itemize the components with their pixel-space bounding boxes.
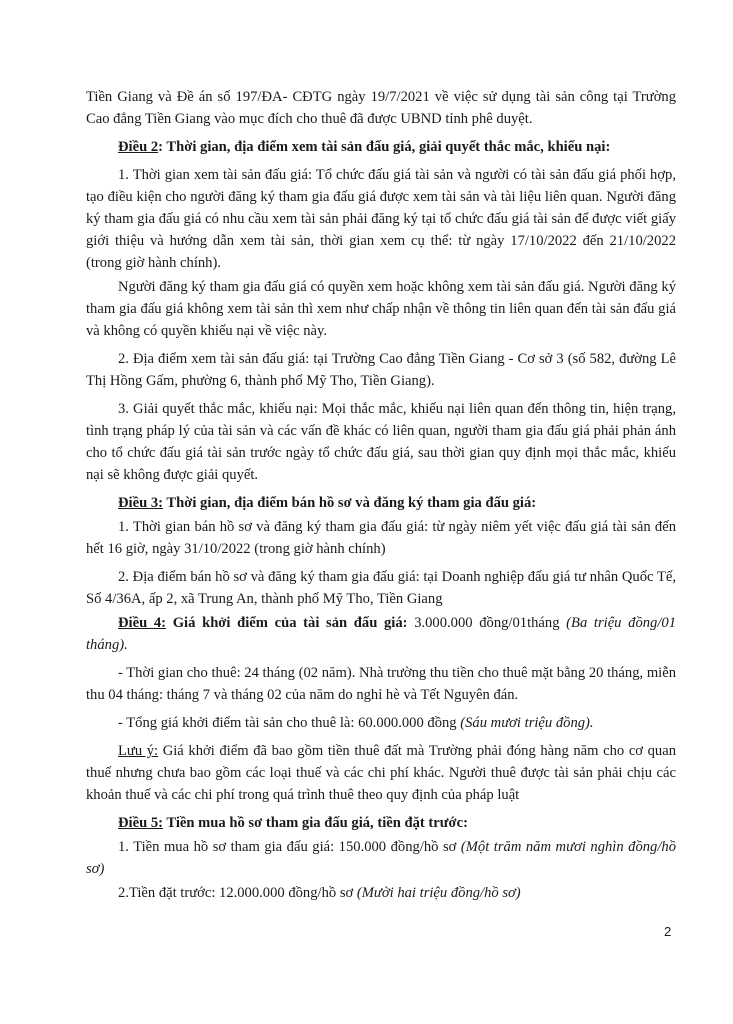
article-3-paragraph: 2. Địa điểm bán hồ sơ và đăng ký tham gia đấu giá: tại Doanh nghiệp đấu giá tư nhân Quốc Tế, Số 4/36A, ấp 2, xã Trung An, thành phố Mỹ Tho, Tiền Giang: [86, 569, 676, 607]
intro-paragraph: Tiền Giang và Đề án số 197/ĐA- CĐTG ngày 19/7/2021 về việc sử dụng tài sản công tại Trường Cao đẳng Tiền Giang vào mục đích cho thuê đã được UBND tỉnh phê duyệt.: [86, 89, 676, 127]
article-2-title: : Thời gian, địa điểm xem tài sản đấu giá, giải quyết thắc mắc, khiếu nại:: [158, 139, 611, 155]
article-3-label: Điều 3:: [118, 495, 163, 511]
article-4-label: Điều 4:: [118, 615, 167, 631]
note-label: Lưu ý:: [118, 743, 159, 759]
article-4-total: [86, 712, 676, 734]
article-2-paragraph: 1. Thời gian xem tài sản đấu giá: Tổ chức đấu giá tài sản và người có tài sản đấu giá phối hợp, tạo điều kiện cho người đăng ký tham gia đấu giá được xem tài sản và tài liệu liên quan. Người đăng ký tham gia đấu giá có nhu cầu xem tài sản phải đăng ký tại tổ chức đấu giá tài sản để được viết giấy giới thiệu và hướng dẫn xem tài sản, thời gian xem cụ thể: từ ngày 17/10/2022 đến 21/10/2022 (trong giờ hành chính).: [86, 167, 676, 271]
article-5-heading: [86, 812, 676, 834]
article-2-heading: [86, 136, 676, 158]
article-4-title: Giá khởi điểm của tài sản đấu giá:: [166, 615, 408, 631]
article-5-fee-words: (Một trăm năm mươi nghìn đồng/hồ sơ): [86, 839, 677, 877]
page-number: 2: [664, 924, 672, 939]
article-4-heading: [86, 612, 676, 656]
article-5-deposit-words: (Mười hai triệu đồng/hồ sơ): [356, 885, 521, 901]
article-2-label: Điều 2: [118, 139, 159, 155]
article-4-value-words: (Ba triệu đồng/01 tháng).: [86, 615, 676, 653]
article-2-paragraph: 3. Giải quyết thắc mắc, khiếu nại: Mọi thắc mắc, khiếu nại liên quan đến thông tin, hiện trạng, tình trạng pháp lý của tài sản và các vấn đề khác có liên quan, người tham gia đấu giá phải phản ánh cho tổ chức đấu giá tài sản trước ngày tổ chức đấu giá, sau thời gian quy định mọi thắc mắc, khiếu nại sẽ không được giải quyết.: [86, 401, 676, 483]
article-5-fee-text: 1. Tiền mua hồ sơ tham gia đấu giá: 150.000 đồng/hồ sơ: [118, 839, 461, 855]
article-2-paragraph: 2. Địa điểm xem tài sản đấu giá: tại Trường Cao đẳng Tiền Giang - Cơ sở 3 (số 582, đường Lê Thị Hồng Gấm, phường 6, thành phố Mỹ Tho, Tiền Giang).: [86, 351, 676, 389]
article-5-label: Điều 5:: [118, 815, 163, 831]
article-3-paragraph: 1. Thời gian bán hồ sơ và đăng ký tham gia đấu giá: từ ngày niêm yết việc đấu giá tài sản đến hết 16 giờ, ngày 31/10/2022 (trong giờ hành chính): [86, 519, 676, 557]
note-text: Giá khởi điểm đã bao gồm tiền thuê đất mà Trường phải đóng hàng năm cho cơ quan thuế nhưng chưa bao gồm các loại thuế và các chi phí khác. Người thuê được tài sản phải chịu các khoản thuế và các chi phí trong quá trình thuê theo quy định của pháp luật: [86, 743, 676, 803]
article-3-heading: [86, 492, 676, 514]
article-4-note: [86, 740, 676, 806]
article-5-fee: [86, 836, 676, 880]
article-5-deposit-text: 2.Tiền đặt trước: 12.000.000 đồng/hồ sơ: [118, 885, 357, 901]
article-5-deposit: [86, 882, 676, 904]
article-4-value: 3.000.000 đồng/01tháng: [407, 615, 567, 631]
article-4-total-text: - Tổng giá khởi điểm tài sản cho thuê là: 60.000.000 đồng: [118, 715, 461, 731]
document-body: [86, 86, 676, 906]
article-4-paragraph: - Thời gian cho thuê: 24 tháng (02 năm). Nhà trường thu tiền cho thuê mặt bằng 20 tháng, miễn thu 04 tháng: tháng 7 và tháng 02 của năm do nghỉ hè và Tết Nguyên đán.: [86, 665, 676, 703]
article-5-title: Tiền mua hồ sơ tham gia đấu giá, tiền đặt trước:: [163, 815, 468, 831]
article-2-paragraph: Người đăng ký tham gia đấu giá có quyền xem hoặc không xem tài sản đấu giá. Người đăng ký tham gia đấu giá không xem tài sản thì xem như chấp nhận về thông tin liên quan đến tài sản đấu giá và không có quyền khiếu nại về việc này.: [86, 279, 676, 339]
article-3-title: Thời gian, địa điểm bán hồ sơ và đăng ký tham gia đấu giá:: [163, 495, 537, 511]
article-4-total-words: (Sáu mươi triệu đồng).: [460, 715, 594, 731]
